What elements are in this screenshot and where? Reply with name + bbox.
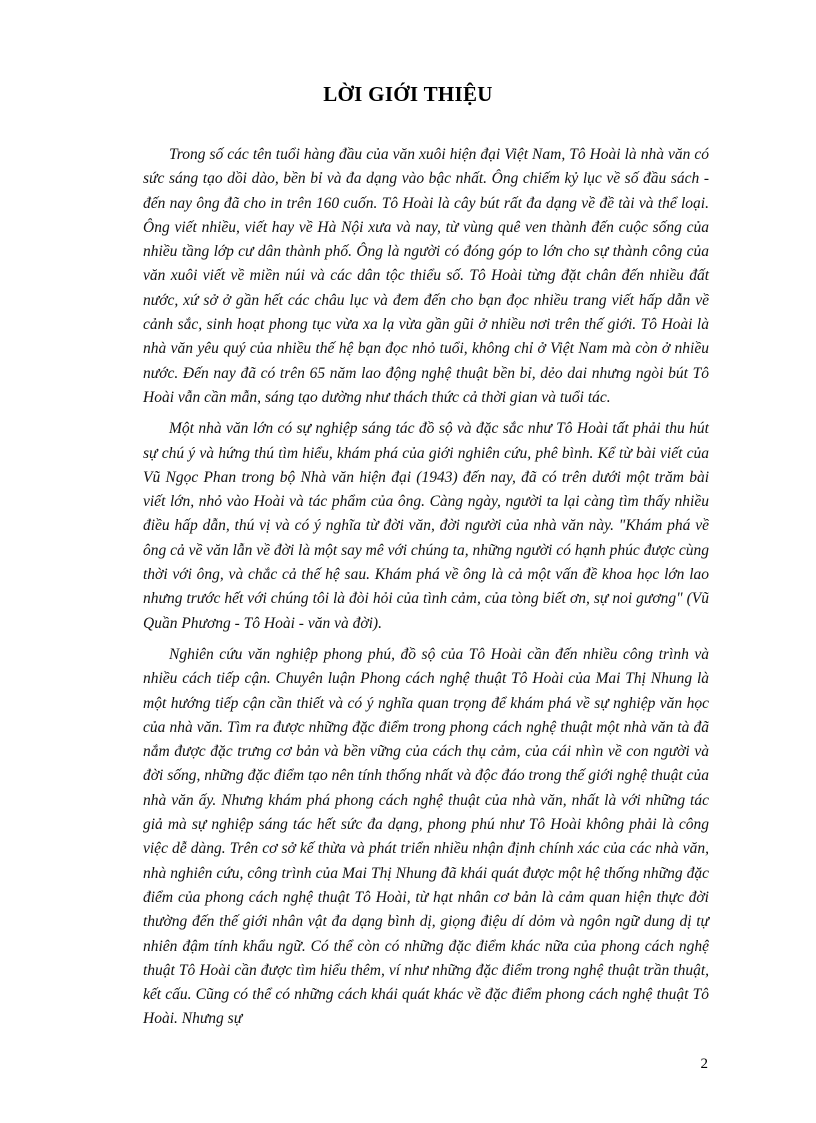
body-text bbox=[143, 143, 709, 1039]
paragraph-2: Một nhà văn lớn có sự nghiệp sáng tác đồ sộ và đặc sắc như Tô Hoài tất phải thu hút sự chú ý và hứng thú tìm hiểu, khám phá của giới nghiên cứu, phê bình. Kể từ bài viết của Vũ Ngọc Phan trong bộ Nhà văn hiện đại (1943) đến nay, đã có trên dưới một trăm bài viết lớn, nhỏ vào Hoài và tác phẩm của ông. Càng ngày, người ta lại càng tìm thấy nhiều điều hấp dẫn, thú vị và có ý nghĩa từ đời văn, đời người của nhà văn này. "Khám phá về ông cả về văn lẫn về đời là một say mê với chúng ta, những người có hạnh phúc được cùng thời với ông, và chắc cả thế hệ sau. Khám phá về ông là cả một vấn đề khoa học lớn lao nhưng trước hết với chúng tôi là đòi hỏi của tình cảm, của tòng biết ơn, sự noi gương" (Vũ Quần Phương - Tô Hoài - văn và đời). bbox=[143, 420, 709, 632]
paragraph-3: Nghiên cứu văn nghiệp phong phú, đồ sộ của Tô Hoài cần đến nhiều công trình và nhiều cách tiếp cận. Chuyên luận Phong cách nghệ thuật Tô Hoài của Mai Thị Nhung là một hướng tiếp cận cần thiết và có ý nghĩa quan trọng để khám phá về sự nghiệp văn học của nhà văn. Tìm ra được những đặc điểm trong phong cách nghệ thuật một nhà văn tà đã nắm được đặc trưng cơ bản và bền vững của cách thụ cảm, của cái nhìn về con người và đời sống, những đặc điểm tạo nên tính thống nhất và độc đáo trong thế giới nghệ thuật của nhà văn ấy. Nhưng khám phá phong cách nghệ thuật của nhà văn, nhất là với những tác giả mà sự nghiệp sáng tác hết sức đa dạng, phong phú như Tô Hoài không phải là công việc dễ dàng. Trên cơ sở kế thừa và phát triển nhiều nhận định chính xác của các nhà văn, nhà nghiên cứu, công trình của Mai Thị Nhung đã khái quát được một hệ thống những đặc điểm của phong cách nghệ thuật Tô Hoài, từ hạt nhân cơ bản là cảm quan hiện thực đời thường đến thế giới nhân vật đa dạng bình dị, giọng điệu dí dỏm và ngôn ngữ dung dị tự nhiên đậm tính khẩu ngữ. Có thể còn có những đặc điểm khác nữa của phong cách nghệ thuật Tô Hoài cần được tìm hiểu thêm, ví như những đặc điểm trong nghệ thuật trần thuật, kết cấu. Cũng có thể có những cách khái quát khác về đặc điểm phong cách nghệ thuật Tô Hoài. Nhưng sự bbox=[143, 645, 709, 1028]
paragraph-1: Trong số các tên tuổi hàng đầu của văn xuôi hiện đại Việt Nam, Tô Hoài là nhà văn có sức sáng tạo dồi dào, bền bỉ và đa dạng vào bậc nhất. Ông chiếm kỷ lục về số đầu sách - đến nay ông đã cho in trên 160 cuốn. Tô Hoài là cây bút rất đa dạng về đề tài và thể loại. Ông viết nhiều, viết hay về Hà Nội xưa và nay, từ vùng quê ven thành đến cuộc sống của nhiều tầng lớp cư dân thành phố. Ông là người có đóng góp to lớn cho sự thành công của văn xuôi viết về miền núi và các dân tộc thiểu số. Tô Hoài từng đặt chân đến nhiều đất nước, xứ sở ở gần hết các châu lục và đem đến cho bạn đọc nhiều trang viết hấp dẫn về cảnh sắc, sinh hoạt phong tục vừa xa lạ vừa gần gũi ở nhiều nơi trên thế giới. Tô Hoài là nhà văn yêu quý của nhiều thế hệ bạn đọc nhỏ tuổi, không chỉ ở Việt Nam mà còn ở nhiều nước. Đến nay đã có trên 65 năm lao động nghệ thuật bền bỉ, dẻo dai nhưng ngòi bút Tô Hoài vẫn cần mẫn, sáng tạo dường như thách thức cả thời gian và tuổi tác. bbox=[143, 146, 709, 406]
page-title: LỜI GIỚI THIỆU bbox=[323, 82, 493, 106]
page-number: 2 bbox=[700, 1056, 708, 1072]
